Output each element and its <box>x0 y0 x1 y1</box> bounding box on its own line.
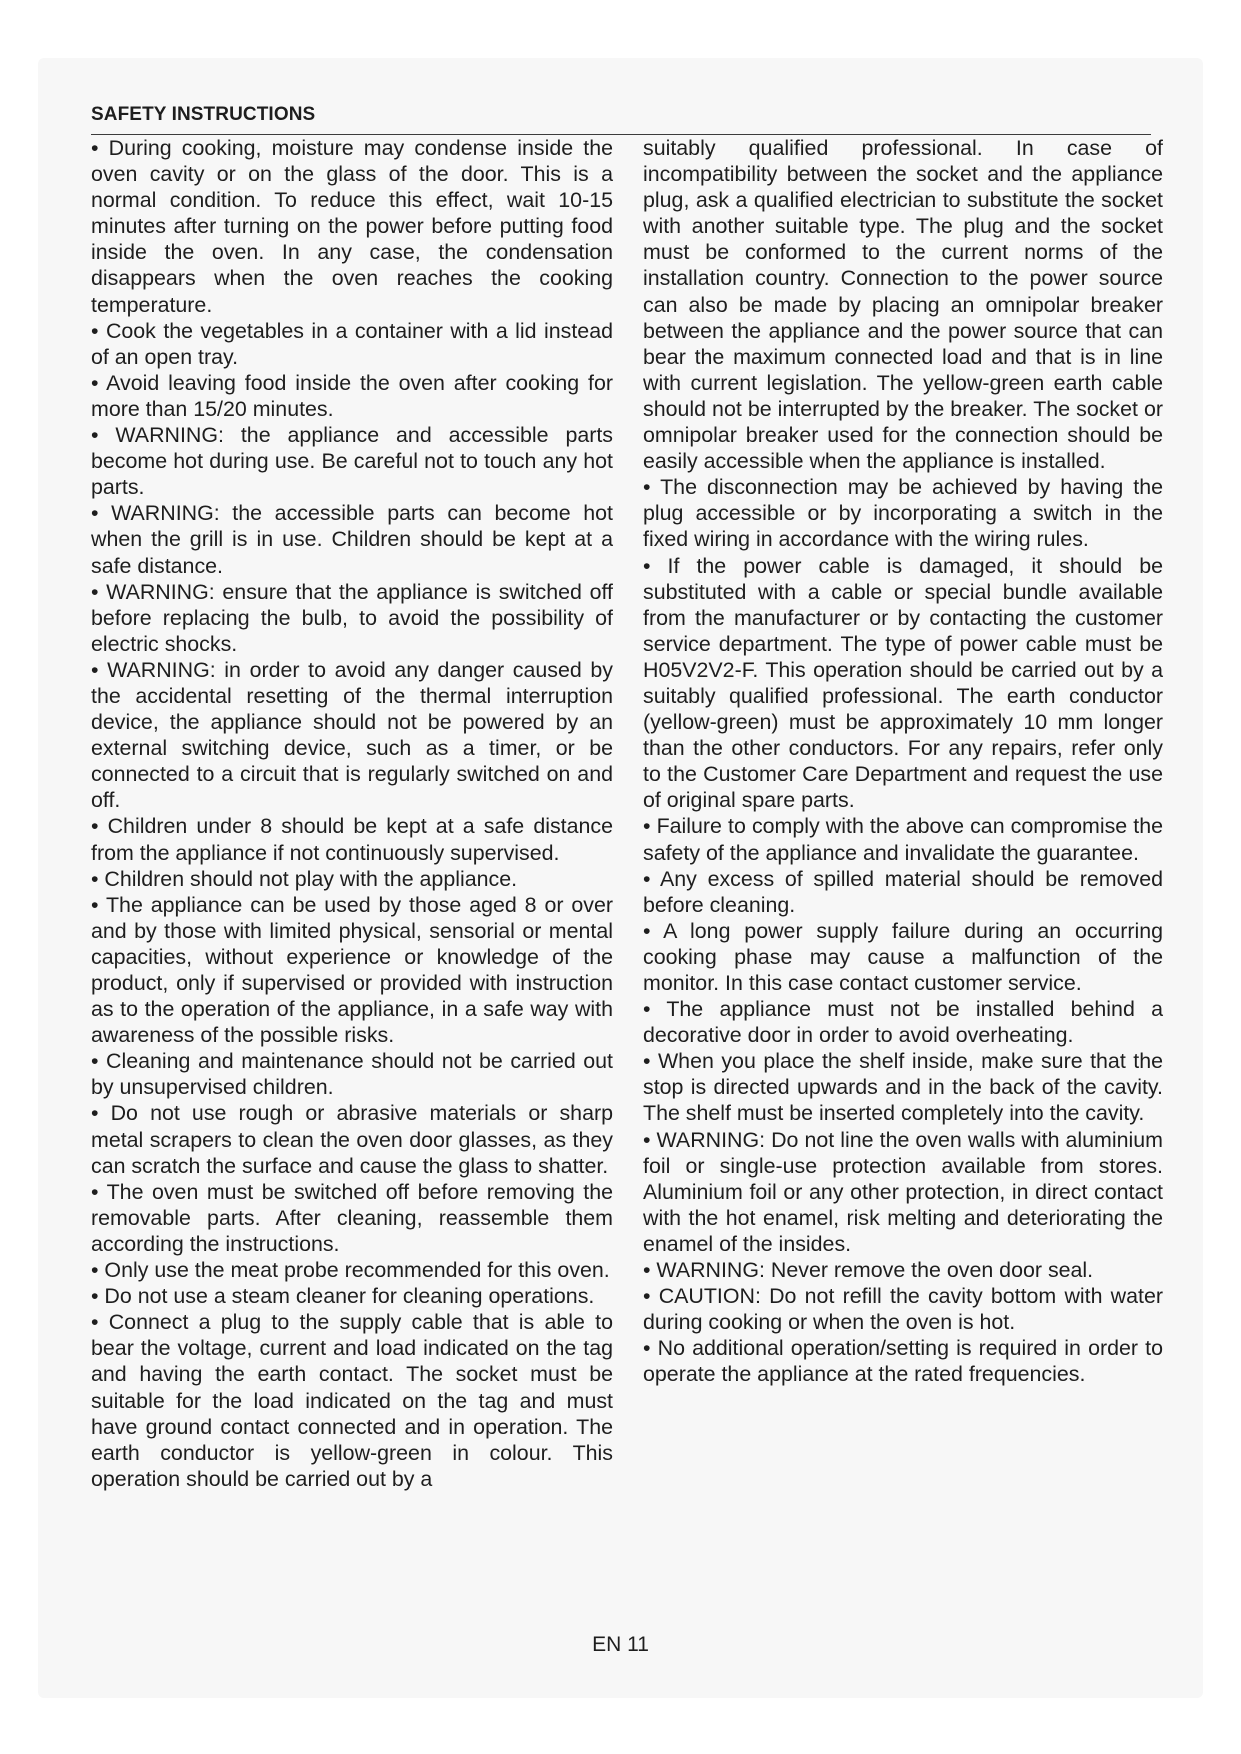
instruction-paragraph: • Avoid leaving food inside the oven after cooking for more than 15/20 minutes. <box>91 370 613 421</box>
instruction-paragraph: • CAUTION: Do not refill the cavity bottom with water during cooking or when the oven is hot. <box>643 1284 1163 1335</box>
instruction-paragraph: • The disconnection may be achieved by having the plug accessible or by incorporating a switch in the fixed wiring in accordance with the wiring rules. <box>643 475 1163 552</box>
instruction-paragraph: suitably qualified professional. In case of incompatibility between the socket and the appliance plug, ask a qualified electrician to substitute the socket with another suitable type. The plug and the socket must be conformed to the current norms of the installation country. Connection to the power source can also be made by placing an omnipolar breaker between the appliance and the power source that can bear the maximum connected load and that is in line with current legislation. The yellow-green earth cable should not be interrupted by the breaker. The socket or omnipolar breaker used for the connection should be easily accessible when the appliance is installed. <box>643 136 1163 474</box>
instruction-paragraph: • Connect a plug to the supply cable that is able to bear the voltage, current and load indicated on the tag and having the earth contact. The socket must be suitable for the load indicated on the tag and must have ground contact connected and in operation. The earth conductor is yellow-green in colour. This operation should be carried out by a <box>91 1310 613 1491</box>
instruction-paragraph: • A long power supply failure during an occurring cooking phase may cause a malfunction of the monitor. In this case contact customer service. <box>643 918 1163 995</box>
instruction-paragraph: • WARNING: Do not line the oven walls with aluminium foil or single-use protection available from stores. Aluminium foil or any other protection, in direct contact with the hot enamel, risk melting and deteriorating the enamel of the insides. <box>643 1127 1163 1256</box>
instruction-paragraph: • Do not use a steam cleaner for cleaning operations. <box>91 1284 595 1309</box>
instruction-paragraph: • Cleaning and maintenance should not be carried out by unsupervised children. <box>91 1049 613 1100</box>
instruction-paragraph: • No additional operation/setting is required in order to operate the appliance at the rated frequencies. <box>643 1336 1163 1387</box>
instruction-paragraph: • Any excess of spilled material should be removed before cleaning. <box>643 866 1163 917</box>
page-title: SAFETY INSTRUCTIONS <box>91 104 316 125</box>
instruction-paragraph: • The appliance must not be installed behind a decorative door in order to avoid overheating. <box>643 997 1163 1048</box>
page-number: EN 11 <box>592 1633 649 1656</box>
instruction-paragraph: • The appliance can be used by those aged 8 or over and by those with limited physical, sensorial or mental capacities, without experience or knowledge of the product, only if supervised or provided with instruction as to the operation of the appliance, in a safe way with awareness of the possible risks. <box>91 892 613 1048</box>
instruction-paragraph: • WARNING: the accessible parts can become hot when the grill is in use. Children should be kept at a safe distance. <box>91 501 613 578</box>
instruction-paragraph: • The oven must be switched off before removing the removable parts. After cleaning, reassemble them according the instructions. <box>91 1179 613 1256</box>
section-header <box>91 104 1151 135</box>
instruction-paragraph: • During cooking, moisture may condense inside the oven cavity or on the glass of the door. This is a normal condition. To reduce this effect, wait 10-15 minutes after turning on the power before putting food inside the oven. In any case, the condensation disappears when the oven reaches the cooking temperature. <box>91 136 613 317</box>
instruction-paragraph: • WARNING: the appliance and accessible parts become hot during use. Be careful not to touch any hot parts. <box>91 423 613 500</box>
instruction-paragraph: • If the power cable is damaged, it should be substituted with a cable or special bundle available from the manufacturer or by contacting the customer service department. The type of power cable must be H05V2V2-F. This operation should be carried out by a suitably qualified professional. The earth conductor (yellow-green) must be approximately 10 mm longer than the other conductors. For any repairs, refer only to the Customer Care Department and request the use of original spare parts. <box>643 553 1163 813</box>
left-column <box>91 135 613 1492</box>
instruction-paragraph: • Children should not play with the appliance. <box>91 866 518 891</box>
instruction-paragraph: • WARNING: ensure that the appliance is switched off before replacing the bulb, to avoid the possibility of electric shocks. <box>91 579 613 656</box>
instruction-paragraph: • WARNING: in order to avoid any danger caused by the accidental resetting of the thermal interruption device, the appliance should not be powered by an external switching device, such as a timer, or be connected to a circuit that is regularly switched on and off. <box>91 657 613 813</box>
right-column <box>643 135 1163 1388</box>
instruction-paragraph: • Failure to comply with the above can compromise the safety of the appliance and invalidate the guarantee. <box>643 814 1163 865</box>
instruction-paragraph: • Do not use rough or abrasive materials or sharp metal scrapers to clean the oven door glasses, as they can scratch the surface and cause the glass to shatter. <box>91 1101 613 1178</box>
instruction-paragraph: • When you place the shelf inside, make sure that the stop is directed upwards and in the back of the cavity. The shelf must be inserted completely into the cavity. <box>643 1049 1163 1126</box>
instruction-paragraph: • Cook the vegetables in a container with a lid instead of an open tray. <box>91 318 613 369</box>
instruction-paragraph: • WARNING: Never remove the oven door seal. <box>643 1258 1094 1283</box>
instruction-paragraph: • Only use the meat probe recommended for this oven. <box>91 1258 610 1283</box>
instruction-paragraph: • Children under 8 should be kept at a safe distance from the appliance if not continuously supervised. <box>91 814 613 865</box>
